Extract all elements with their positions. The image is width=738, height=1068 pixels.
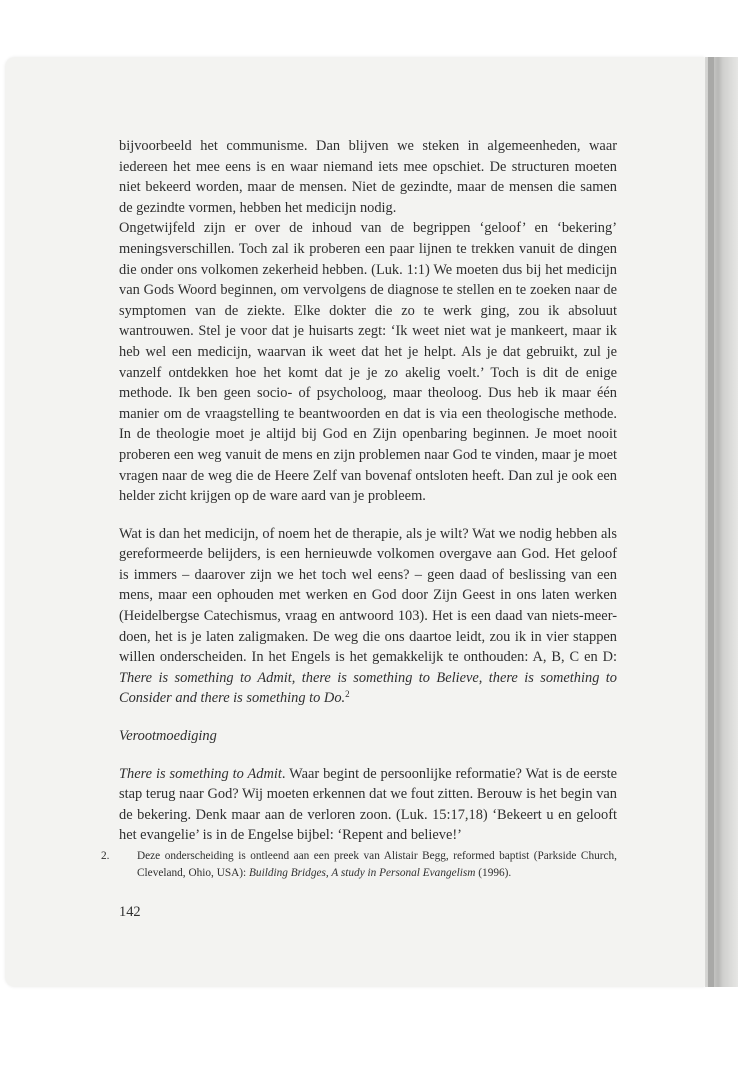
- paragraph-3-text: Wat is dan het medicijn, of noem het de therapie, als je wilt? Wat we nodig hebben als gereformeerde belijders, is een hernieuwde volkomen overgave aan God. Het geloof is immers – daarover zijn we het toch wel eens? – geen daad of beslissing van een mens, maar een ophouden met werken en God door Zijn Geest in ons laten werken (Heidelbergse Catechismus, vraag en antwoord 103). Het is een daad van niets-meer-doen, het is je laten zaligmaken. De weg die ons daartoe leidt, zou ik in vier stappen willen onderscheiden. In het Engels is het gemakkelijk te onthouden: A, B, C en D:: [119, 525, 617, 666]
- footnote: [101, 848, 617, 881]
- paragraph-gap: [119, 747, 617, 764]
- paragraph-gap: [119, 507, 617, 524]
- page-number: 142: [119, 904, 141, 920]
- footnote-number: 2.: [101, 850, 110, 862]
- footnote-reference: 2: [345, 689, 350, 700]
- paragraph-3-italic: There is something to Admit, there is something to Believe, there is something to Consider and there is something to Do.: [119, 669, 617, 707]
- section-heading: Verootmoediging: [119, 728, 217, 745]
- body-text: [119, 136, 617, 846]
- footnote-year: (1996).: [475, 866, 512, 879]
- paragraph-2: Ongetwijfeld zijn er over de inhoud van de begrippen ‘geloof’ en ‘bekering’ meningsverschillen. Toch zal ik proberen een paar lijnen te trekken vanuit de dingen die onder ons volkomen zekerheid hebben. (Luk. 1:1) We moeten dus bij het medicijn van Gods Woord beginnen, om vervolgens de diagnose te stellen en te zoeken naar de symptomen van de ziekte. Elke dokter die zo te werk ging, zou ik absoluut wantrouwen. Stel je voor dat je huisarts zegt: ‘Ik weet niet wat je mankeert, maar ik heb wel een medicijn, waarvan ik weet dat het je helpt. Als je dat gebruikt, zul je vanzelf ontdekken hoe het komt dat je je zo akelig voelt.’ Toch is dit de enige methode. Ik ben geen socio- of psycholoog, maar theoloog. Dus heb ik maar één manier om de vraagstelling te beantwoorden en dat is via een theologische methode. In de theologie moet je altijd bij God en Zijn openbaring beginnen. Je moet nooit proberen een weg vanuit de mens en zijn problemen naar God te vinden, maar je moet vragen naar de weg die de Heere Zelf van bovenaf ontsloten heeft. Dan zul je ook een helder zicht krijgen op de ware aard van je probleem.: [119, 220, 617, 505]
- paragraph-4-text: . Waar begint de persoonlijke reformatie? Wat is de eerste stap terug naar God? Wij moeten erkennen dat we fout zitten. Berouw is het begin van de bekering. Denk maar aan de verloren zoon. (Luk. 15:17,18) ‘Bekeert u en gelooft het evangelie’ is in de Engelse bijbel: ‘Repent and believe!’: [119, 765, 617, 844]
- paragraph-1: bijvoorbeeld het communisme. Dan blijven we steken in algemeenheden, waar iedereen het mee eens is en waar niemand iets mee opschiet. De structuren moeten niet bekeerd worden, maar de mensen. Niet de gezindte, maar de mensen die samen de gezindte vormen, hebben het medicijn nodig.: [119, 138, 617, 216]
- paragraph-4-italic: There is something to Admit: [119, 765, 282, 782]
- footnote-text: Deze onderscheiding is ontleend aan een preek van Alistair Begg, reformed baptist (Parkside Church, Cleveland, Ohio, USA):: [137, 850, 617, 879]
- paragraph-3: [119, 524, 617, 709]
- page-edge: [705, 57, 738, 987]
- footnote-body: [101, 848, 617, 881]
- paragraph-gap: [119, 709, 617, 726]
- paragraph-4: [119, 764, 617, 846]
- page-edge-stripe: [708, 57, 714, 987]
- footnote-italic: Building Bridges, A study in Personal Evangelism: [249, 866, 476, 879]
